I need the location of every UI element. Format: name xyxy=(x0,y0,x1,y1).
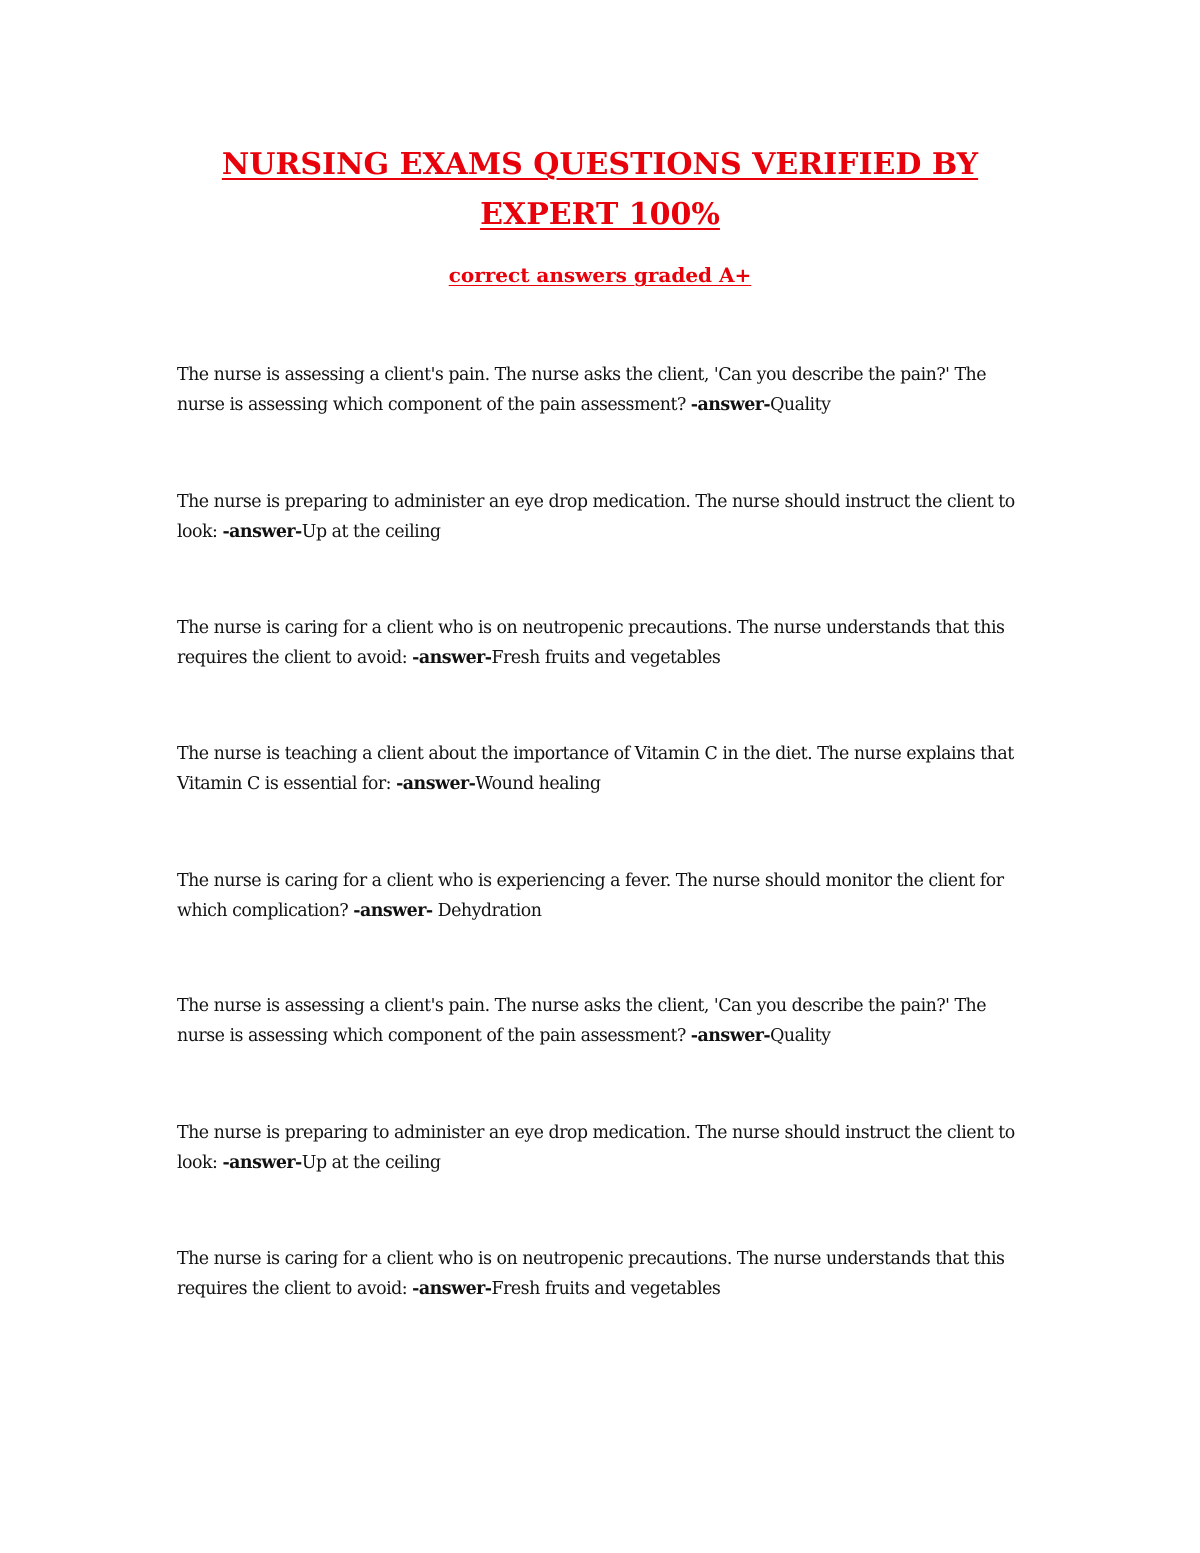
answer-marker: -answer- xyxy=(690,395,771,415)
answer-marker: -answer- xyxy=(222,522,302,542)
answer-marker: -answer- xyxy=(690,1026,771,1046)
question-text: The nurse is caring for a client who is on neutropenic precautions. The nurse understands that this requires the client to avoid: xyxy=(177,1249,1005,1299)
question-item xyxy=(177,613,1037,673)
answer-marker: -answer- xyxy=(396,774,476,794)
question-item xyxy=(177,1244,1037,1304)
question-text: The nurse is preparing to administer an eye drop medication. The nurse should instruct the client to look: xyxy=(177,492,1015,542)
question-text: The nurse is teaching a client about the importance of Vitamin C in the diet. The nurse explains that Vitamin C is essential for: xyxy=(177,744,1014,794)
question-item xyxy=(177,1118,1037,1178)
answer-text: Up at the ceiling xyxy=(301,522,441,542)
question-text: The nurse is assessing a client's pain. The nurse asks the client, 'Can you describe the pain?' The nurse is assessing which component of the pain assessment? xyxy=(177,365,987,415)
answer-marker: -answer- xyxy=(222,1153,302,1173)
answer-text: Up at the ceiling xyxy=(301,1153,441,1173)
question-text: The nurse is caring for a client who is experiencing a fever. The nurse should monitor the client for which complication? xyxy=(177,871,1004,921)
answer-marker: -answer- xyxy=(412,648,492,668)
answer-text: Quality xyxy=(770,395,831,415)
document-title: NURSING EXAMS QUESTIONS VERIFIED BY EXPERT 100% xyxy=(221,147,979,232)
question-item xyxy=(177,487,1037,547)
question-item xyxy=(177,991,1037,1051)
answer-text: Wound healing xyxy=(475,774,601,794)
answer-marker: -answer- xyxy=(353,901,433,921)
answer-text: Fresh fruits and vegetables xyxy=(491,1279,721,1299)
question-item xyxy=(177,360,1037,420)
question-text: The nurse is caring for a client who is on neutropenic precautions. The nurse understands that this requires the client to avoid: xyxy=(177,618,1005,668)
question-text: The nurse is assessing a client's pain. The nurse asks the client, 'Can you describe the pain?' The nurse is assessing which component of the pain assessment? xyxy=(177,996,987,1046)
document-subtitle: correct answers graded A+ xyxy=(448,263,752,287)
question-text: The nurse is preparing to administer an eye drop medication. The nurse should instruct the client to look: xyxy=(177,1123,1015,1173)
answer-text: Dehydration xyxy=(432,901,542,921)
question-item xyxy=(177,866,1037,926)
answer-text: Quality xyxy=(770,1026,831,1046)
answer-text: Fresh fruits and vegetables xyxy=(491,648,721,668)
question-item xyxy=(177,739,1037,799)
answer-marker: -answer- xyxy=(412,1279,492,1299)
